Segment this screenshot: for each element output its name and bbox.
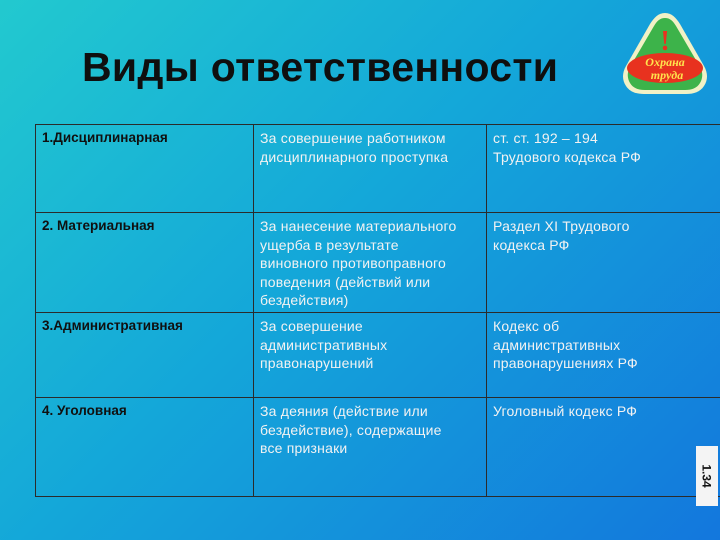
source-text-line: Раздел XI Трудового bbox=[493, 218, 630, 234]
source-text-line: Кодекс об bbox=[493, 318, 560, 334]
ground-text-line: виновного противоправного bbox=[260, 255, 447, 271]
source-text-line: правонарушениях РФ bbox=[493, 355, 638, 371]
source-text-line: ст. ст. 192 – 194 bbox=[493, 130, 598, 146]
table-row bbox=[36, 213, 720, 313]
slide-title: Виды ответственности bbox=[82, 44, 559, 90]
source-text-line: административных bbox=[493, 336, 621, 353]
ground-text-line: За нанесение материального bbox=[260, 218, 457, 234]
source-text-line: Уголовный кодекс РФ bbox=[493, 403, 638, 419]
ground-text-line: ущерба в результате bbox=[260, 236, 399, 253]
responsibility-type-cell: 4. Уголовная bbox=[36, 398, 254, 497]
responsibility-ground-cell bbox=[254, 125, 487, 213]
legal-source-cell bbox=[487, 213, 720, 313]
table-row bbox=[36, 313, 720, 398]
logo-text-line2: труда bbox=[650, 68, 684, 82]
responsibility-type-cell: 3.Административная bbox=[36, 313, 254, 398]
responsibility-type-cell: 2. Материальная bbox=[36, 213, 254, 313]
responsibility-table bbox=[35, 124, 685, 496]
legal-source-cell bbox=[487, 313, 720, 398]
ground-text-line: все признаки bbox=[260, 440, 348, 456]
table-row bbox=[36, 125, 720, 213]
source-text-line: кодекса РФ bbox=[493, 236, 570, 253]
labor-safety-logo-icon bbox=[618, 10, 712, 100]
logo-text-line1: Охрана bbox=[645, 55, 685, 69]
responsibility-ground-cell bbox=[254, 313, 487, 398]
page-number: 1.34 bbox=[700, 464, 715, 488]
responsibility-table-grid bbox=[35, 124, 720, 497]
ground-text-line: дисциплинарного проступка bbox=[260, 148, 449, 165]
ground-text-line: бездействие), содержащие bbox=[260, 421, 442, 438]
logo-exclamation-mark: ! bbox=[660, 26, 670, 57]
table-row bbox=[36, 398, 720, 497]
legal-source-cell bbox=[487, 398, 720, 497]
ground-text-line: За деяния (действие или bbox=[260, 403, 428, 419]
ground-text-line: поведения (действий или bbox=[260, 273, 431, 290]
ground-text-line: За совершение работником bbox=[260, 130, 446, 146]
legal-source-cell bbox=[487, 125, 720, 213]
labor-safety-logo-svg bbox=[618, 10, 712, 100]
ground-text-line: За совершение bbox=[260, 318, 363, 334]
responsibility-type-cell: 1.Дисциплинарная bbox=[36, 125, 254, 213]
source-text-line: Трудового кодекса РФ bbox=[493, 148, 641, 165]
ground-text-line: административных bbox=[260, 336, 388, 353]
responsibility-ground-cell bbox=[254, 213, 487, 313]
ground-text-line: бездействия) bbox=[260, 292, 349, 308]
ground-text-line: правонарушений bbox=[260, 355, 374, 371]
responsibility-ground-cell bbox=[254, 398, 487, 497]
page-number-badge bbox=[696, 446, 718, 506]
